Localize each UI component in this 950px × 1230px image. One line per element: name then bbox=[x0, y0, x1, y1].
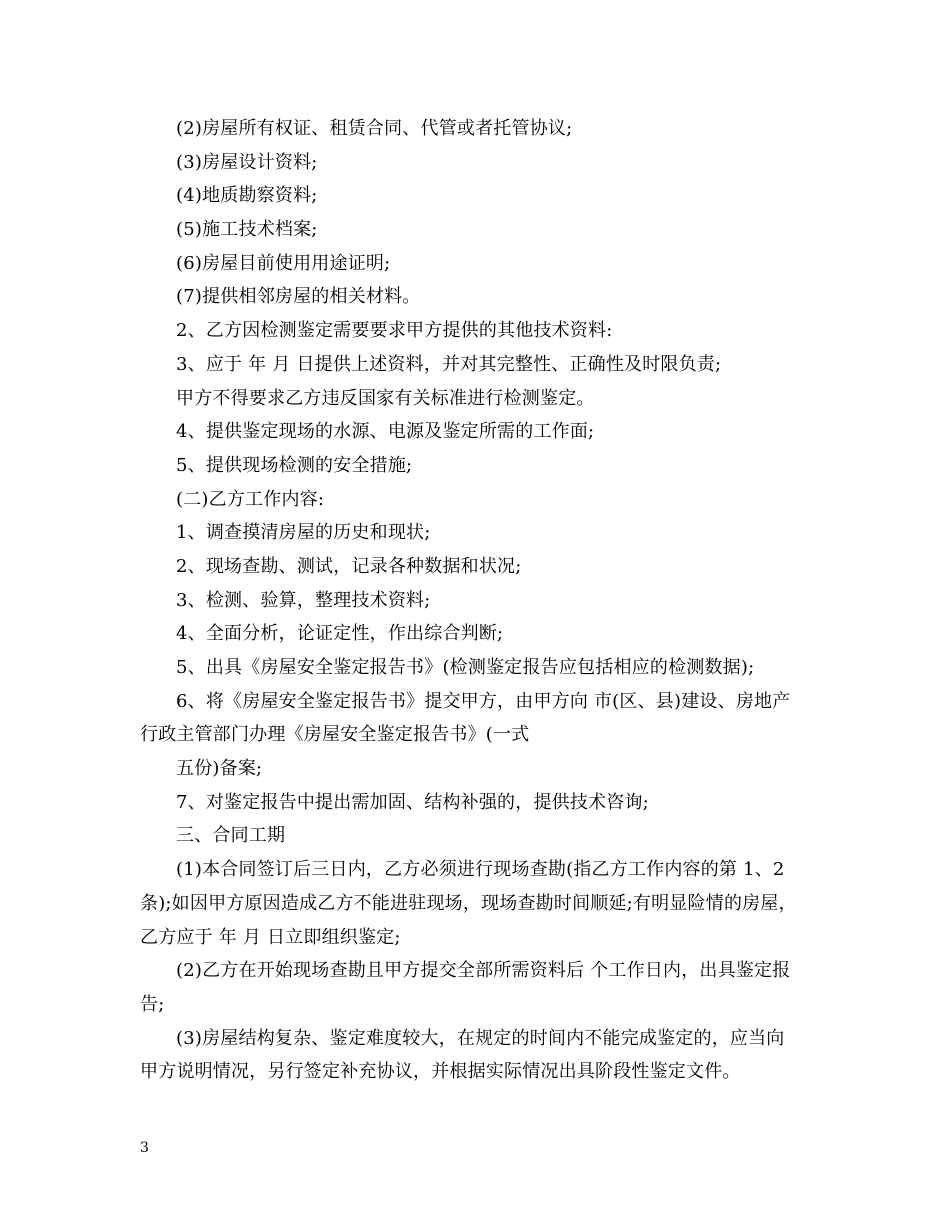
text-line: (3)房屋结构复杂、鉴定难度较大，在规定的时间内不能完成鉴定的，应当向 bbox=[176, 1027, 785, 1049]
text-line: (5)施工技术档案; bbox=[176, 219, 318, 241]
body-text bbox=[140, 112, 840, 1089]
text-line: (7)提供相邻房屋的相关材料。 bbox=[176, 286, 421, 308]
text-line: 乙方应于 年 月 日立即组织鉴定; bbox=[140, 926, 401, 948]
text-line: (3)房屋设计资料; bbox=[176, 151, 318, 173]
page-number: 3 bbox=[140, 1140, 149, 1156]
text-line: 五份)备案; bbox=[176, 758, 263, 780]
text-line: (1)本合同签订后三日内，乙方必须进行现场查勘(指乙方工作内容的第 1、2 bbox=[176, 859, 785, 881]
text-line: 3、应于 年 月 日提供上述资料，并对其完整性、正确性及时限负责; bbox=[176, 353, 722, 375]
text-line: 4、提供鉴定现场的水源、电源及鉴定所需的工作面; bbox=[176, 421, 595, 443]
text-line: 条);如因甲方原因造成乙方不能进驻现场，现场查勘时间顺延;有明显险情的房屋， bbox=[140, 892, 797, 914]
text-line: 2、乙方因检测鉴定需要要求甲方提供的其他技术资料: bbox=[176, 320, 613, 342]
text-line: 6、将《房屋安全鉴定报告书》提交甲方，由甲方向 市(区、县)建设、房地产 bbox=[176, 690, 791, 712]
text-line: 5、提供现场检测的安全措施; bbox=[176, 454, 413, 476]
text-line: 甲方不得要求乙方违反国家有关标准进行检测鉴定。 bbox=[176, 387, 595, 409]
text-line: 告; bbox=[140, 993, 165, 1015]
text-line: 甲方说明情况，另行签定补充协议，并根据实际情况出具阶段性鉴定文件。 bbox=[140, 1061, 741, 1083]
text-line: 7、对鉴定报告中提出需加固、结构补强的，提供技术咨询; bbox=[176, 791, 649, 813]
text-line: 3、检测、验算，整理技术资料; bbox=[176, 589, 431, 611]
text-line: 三、合同工期 bbox=[176, 825, 286, 847]
text-line: (6)房屋目前使用用途证明; bbox=[176, 252, 391, 274]
text-line: 5、出具《房屋安全鉴定报告书》(检测鉴定报告应包括相应的检测数据); bbox=[176, 657, 755, 678]
text-line: 行政主管部门办理《房屋安全鉴定报告书》(一式 bbox=[140, 724, 530, 746]
text-line: 2、现场查勘、测试，记录各种数据和状况; bbox=[176, 555, 522, 577]
text-line: (二)乙方工作内容: bbox=[176, 488, 325, 510]
text-line: (2)乙方在开始现场查勘且甲方提交全部所需资料后 个工作日内，出具鉴定报 bbox=[176, 960, 791, 982]
text-line: 4、全面分析，论证定性，作出综合判断; bbox=[176, 623, 504, 645]
text-line: (4)地质勘察资料; bbox=[176, 185, 318, 207]
text-line: (2)房屋所有权证、租赁合同、代管或者托管协议; bbox=[176, 118, 573, 139]
text-line: 1、调查摸清房屋的历史和现状; bbox=[176, 522, 431, 544]
